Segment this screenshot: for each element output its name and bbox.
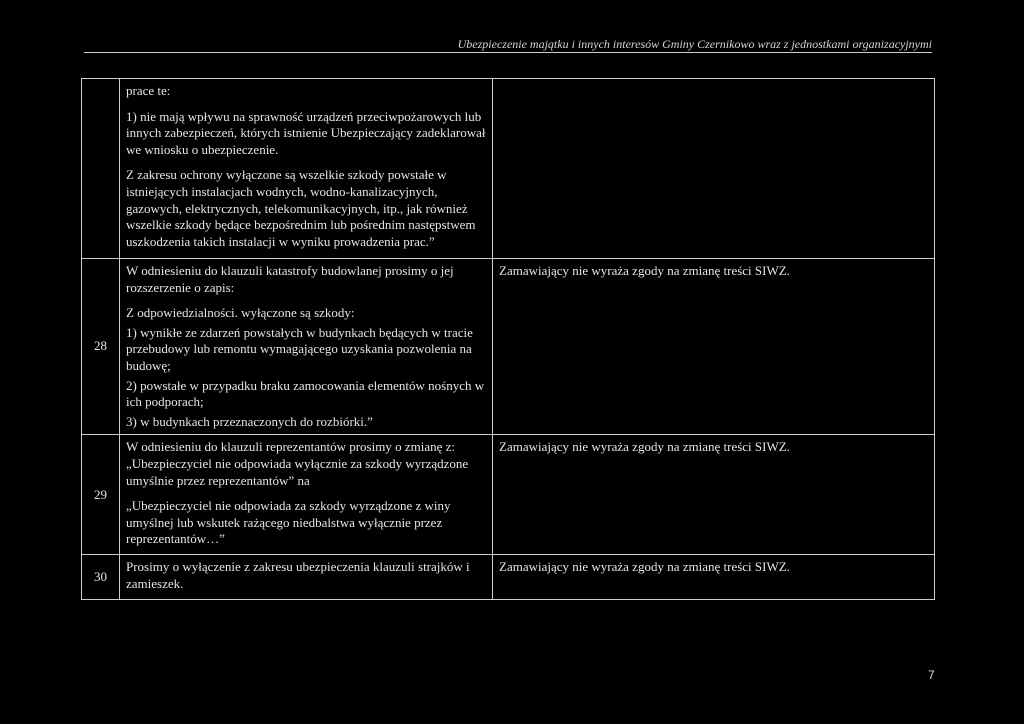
question-paragraph: 1) nie mają wpływu na sprawność urządzeń przeciwpożarowych lub innych zabezpieczeń, których istnienie Ubezpieczający zadeklarował we wniosku o ubezpieczenie. — [126, 108, 486, 157]
question-cell — [120, 555, 493, 600]
question-cell — [120, 259, 493, 435]
answer-cell: Zamawiający nie wyraża zgody na zmianę treści SIWZ. — [493, 435, 935, 555]
table-row — [82, 435, 935, 555]
row-number: 28 — [82, 259, 120, 435]
page-number: 7 — [928, 668, 935, 682]
row-number — [82, 79, 120, 259]
question-paragraph: prace te: — [126, 83, 171, 98]
question-paragraph: 1) wynikłe ze zdarzeń powstałych w budynkach będących w tracie przebudowy lub remontu wymagającego uzyskania pozwolenia na budowę; — [126, 324, 473, 373]
question-paragraph: Z zakresu ochrony wyłączone są wszelkie szkody powstałe w istniejących instalacjach wodnych, wodno-kanalizacyjnych, gazowych, elektrycznych, telekomunikacyjnych, itp., jak również wszelkie szkody będące bezpośrednim lub pośrednim następstwem uszkodzenia takich instalacji w wyniku prowadzenia prac.” — [126, 167, 476, 249]
answer-cell: Zamawiający nie wyraża zgody na zmianę treści SIWZ. — [493, 555, 935, 600]
question-cell — [120, 435, 493, 555]
page-header: Ubezpieczenie majątku i innych interesów Gminy Czernikowo wraz z jednostkami organizacyjnymi — [457, 37, 932, 51]
question-cell — [120, 79, 493, 259]
qa-table — [81, 78, 935, 600]
table-row — [82, 259, 935, 435]
question-paragraph: W odniesieniu do klauzuli katastrofy budowlanej prosimy o jej rozszerzenie o zapis: — [126, 263, 454, 295]
question-paragraph: 2) powstałe w przypadku braku zamocowania elementów nośnych w ich podporach; — [126, 377, 485, 410]
answer-cell — [493, 79, 935, 259]
table-row — [82, 79, 935, 259]
header-rule — [84, 52, 932, 53]
row-number: 30 — [82, 555, 120, 600]
row-number: 29 — [82, 435, 120, 555]
question-paragraph: „Ubezpieczyciel nie odpowiada za szkody wyrządzone z winy umyślnej lub wskutek rażącego niedbalstwa wyłącznie przez reprezentantów…” — [126, 498, 451, 547]
question-paragraph: Z odpowiedzialności. wyłączone są szkody: — [126, 305, 355, 321]
table-row — [82, 555, 935, 600]
question-paragraph: W odniesieniu do klauzuli reprezentantów prosimy o zmianę z: „Ubezpieczyciel nie odpowiada wyłącznie za szkody wyrządzone umyślnie przez reprezentantów” na — [126, 439, 469, 488]
answer-cell: Zamawiający nie wyraża zgody na zmianę treści SIWZ. — [493, 259, 935, 435]
question-paragraph: Prosimy o wyłączenie z zakresu ubezpieczenia klauzuli strajków i zamieszek. — [126, 559, 470, 591]
question-paragraph: 3) w budynkach przeznaczonych do rozbiórki.” — [126, 413, 373, 429]
